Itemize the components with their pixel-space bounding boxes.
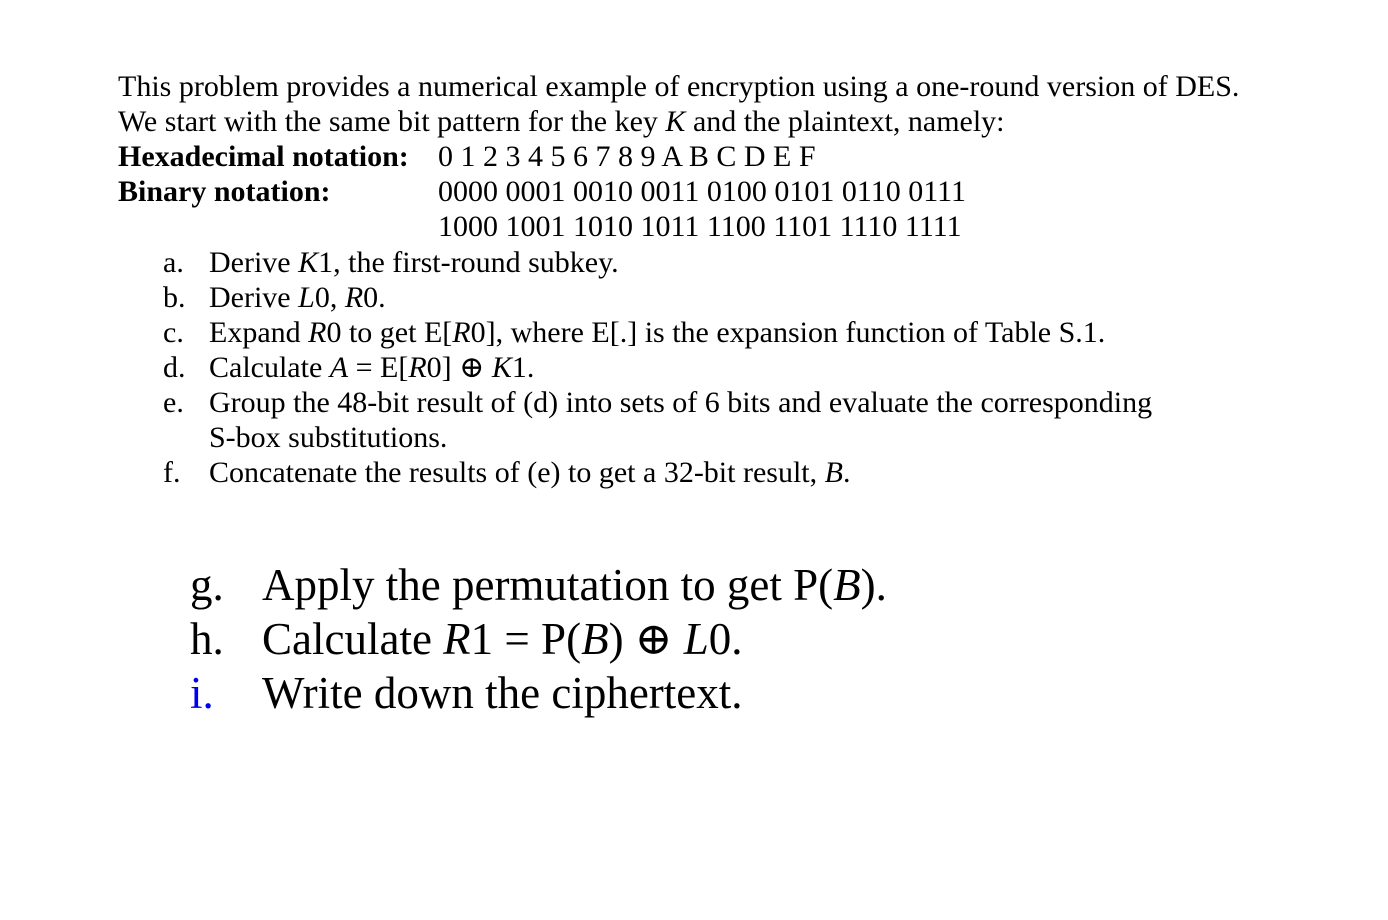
item-marker: a. <box>163 246 184 279</box>
item-marker: d. <box>163 351 186 384</box>
intro-line-1: This problem provides a numerical example of encryption using a one-round version of DES. <box>118 70 1240 103</box>
problem-intro <box>118 69 1239 139</box>
intro-line-2: We start with the same bit pattern for the key K and the plaintext, namely: <box>118 105 1005 138</box>
item-marker: f. <box>163 456 181 489</box>
item-marker: e. <box>163 386 184 419</box>
item-text: Calculate R1 = P(B) ⊕ L0. <box>262 614 743 664</box>
item-marker: i. <box>190 668 214 718</box>
item-marker: b. <box>163 281 186 314</box>
item-text: Concatenate the results of (e) to get a 32-bit result, B. <box>209 456 851 489</box>
item-text: Calculate A = E[R0] ⊕ K1. <box>209 351 535 384</box>
item-text: Expand R0 to get E[R0], where E[.] is the expansion function of Table S.1. <box>209 316 1106 349</box>
item-text: Derive K1, the first-round subkey. <box>209 246 619 279</box>
binary-value-line-1: 0000 0001 0010 0011 0100 0101 0110 0111 <box>438 175 967 208</box>
item-text: Derive L0, R0. <box>209 281 386 314</box>
binary-label: Binary notation: <box>118 175 331 208</box>
item-text: Apply the permutation to get P(B). <box>262 560 887 610</box>
binary-value-line-2: 1000 1001 1010 1011 1100 1101 1110 1111 <box>438 210 962 243</box>
hex-label: Hexadecimal notation: <box>118 140 409 173</box>
item-text: Group the 48-bit result of (d) into sets of 6 bits and evaluate the corresponding S-box substitutions. <box>209 386 1153 454</box>
item-marker: c. <box>163 316 184 349</box>
hex-value: 0 1 2 3 4 5 6 7 8 9 A B C D E F <box>438 140 816 173</box>
item-marker: h. <box>190 614 224 664</box>
item-marker: g. <box>190 560 224 610</box>
item-text: Write down the ciphertext. <box>262 668 743 718</box>
